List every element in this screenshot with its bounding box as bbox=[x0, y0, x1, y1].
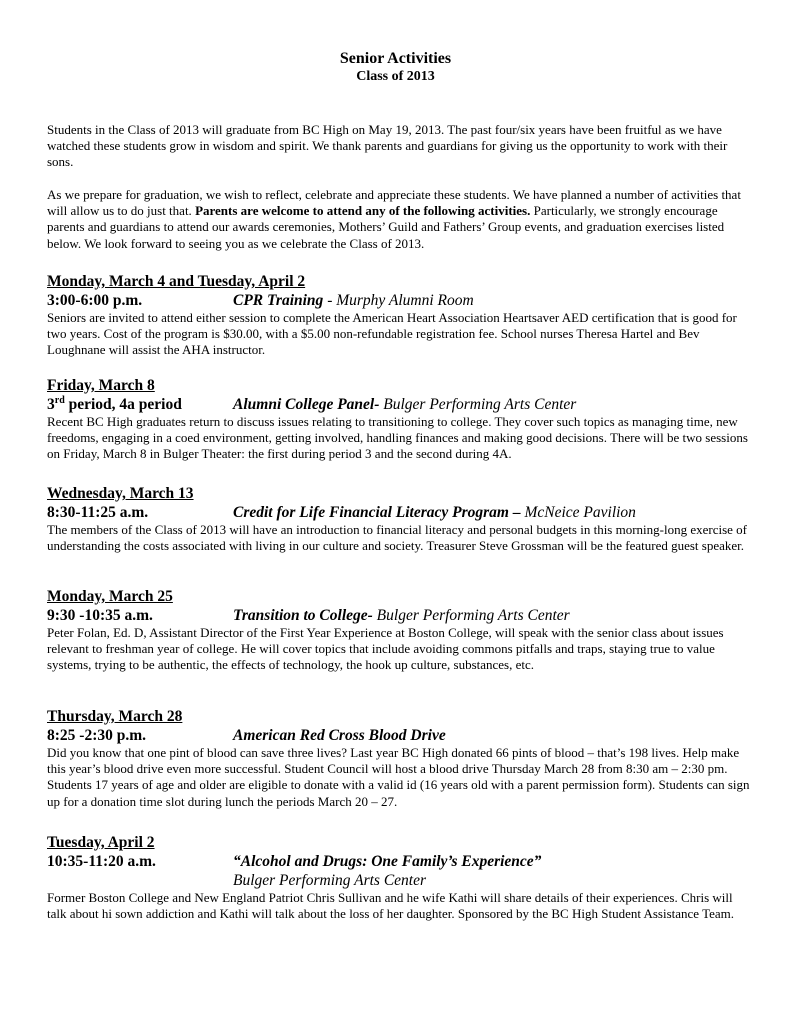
event-time: 10:35-11:20 a.m. bbox=[47, 853, 156, 870]
event-date: Friday, March 8 bbox=[47, 377, 155, 394]
event-description: Recent BC High graduates return to discuss issues relating to transitioning to college. They cover such topics as managing time, new freedoms, engaging in a coed environment, getting involved, handling finances and making good decisions. There will be two sessions on Friday, March 8 in Bulger Theater: the first during period 3 and the second during 4A. bbox=[47, 414, 748, 462]
intro-paragraph-2 bbox=[47, 187, 747, 252]
page-subtitle: Class of 2013 bbox=[356, 69, 435, 84]
intro-text: Particularly, we strongly encourage parents and guardians to attend our awards ceremonies, Mothers’ Guild and Fathers’ Group events, and graduation exercises listed below. We look forward to seeing you as we celebrate the Class of 2013. bbox=[47, 203, 725, 251]
event-location: McNeice Pavilion bbox=[520, 504, 636, 521]
event-section bbox=[47, 708, 752, 810]
page-title: Senior Activities bbox=[339, 50, 452, 67]
event-time: 8:30-11:25 a.m. bbox=[47, 504, 149, 521]
event-location: Bulger Performing Arts Center bbox=[372, 607, 570, 624]
event-time bbox=[47, 395, 182, 414]
event-time: 9:30 -10:35 a.m. bbox=[47, 607, 153, 624]
event-name: Alumni College Panel- bbox=[233, 396, 380, 413]
event-description: Peter Folan, Ed. D, Assistant Director of the First Year Experience at Boston College, will speak with the senior class about issues relevant to freshman year of college. He will cover topics that include avoiding commons pitfalls and traps, staying true to value systems, trying to be authentic, the effects of technology, the hook up culture, substances, etc. bbox=[47, 625, 724, 673]
event-title bbox=[233, 291, 474, 310]
event-time-period: 3 bbox=[47, 396, 55, 413]
event-name: American Red Cross Blood Drive bbox=[233, 727, 446, 744]
event-date: Tuesday, April 2 bbox=[47, 834, 155, 851]
event-location: - Murphy Alumni Room bbox=[323, 292, 474, 309]
event-section bbox=[47, 834, 752, 922]
event-name: Transition to College- bbox=[233, 607, 373, 624]
event-description: Seniors are invited to attend either session to complete the American Heart Association Heartsaver AED certification that is good for two years. Cost of the program is $30.00, with a $5.00 non-refundable registration fee. School nurses Theresa Hartel and Bev Loughnane will assist the AHA instructor. bbox=[47, 310, 737, 358]
event-section bbox=[47, 485, 752, 554]
event-time-ordinal: rd bbox=[54, 394, 65, 406]
event-date: Thursday, March 28 bbox=[47, 708, 183, 725]
event-description: The members of the Class of 2013 will have an introduction to financial literacy and personal budgets in this morning-long exercise of understanding the costs associated with living in our culture and society. Treasurer Steve Grossman will be the featured guest speaker. bbox=[47, 522, 748, 554]
intro-paragraph-1: Students in the Class of 2013 will graduate from BC High on May 19, 2013. The past four/six years have been fruitful as we have watched these students grow in wisdom and spirit. We thank parents and guardians for giving us the opportunity to work with their sons. bbox=[47, 122, 728, 170]
event-header bbox=[47, 395, 752, 414]
event-header bbox=[47, 291, 752, 310]
event-title bbox=[233, 726, 446, 745]
event-name: Credit for Life Financial Literacy Program – bbox=[233, 504, 521, 521]
event-header bbox=[47, 503, 752, 522]
event-name: CPR Training bbox=[233, 292, 324, 309]
intro-text: As we prepare for graduation, we wish to reflect, celebrate and appreciate these students. We have planned a number of activities that will allow us to do just that. bbox=[47, 187, 741, 219]
event-date: Monday, March 25 bbox=[47, 588, 173, 605]
event-title bbox=[233, 606, 570, 625]
event-date: Monday, March 4 and Tuesday, April 2 bbox=[47, 273, 306, 290]
intro-bold-note: Parents are welcome to attend any of the following activities. bbox=[195, 203, 531, 219]
event-header bbox=[47, 606, 752, 625]
event-section bbox=[47, 588, 752, 674]
event-title bbox=[233, 852, 541, 871]
event-header bbox=[47, 726, 752, 745]
event-header bbox=[47, 852, 752, 871]
event-name: “Alcohol and Drugs: One Family’s Experience” bbox=[233, 853, 542, 870]
event-title bbox=[233, 395, 576, 414]
event-time: 3:00-6:00 p.m. bbox=[47, 292, 143, 309]
event-title bbox=[233, 503, 636, 522]
event-date: Wednesday, March 13 bbox=[47, 485, 194, 502]
event-location: Bulger Performing Arts Center bbox=[233, 872, 427, 889]
event-location: Bulger Performing Arts Center bbox=[379, 396, 577, 413]
event-time-rest: period, 4a period bbox=[64, 396, 182, 413]
event-description: Did you know that one pint of blood can save three lives? Last year BC High donated 66 pints of blood – that’s 198 lives. Help make this year’s blood drive even more successful. Student Council will host a blood drive Thursday March 28 from 8:30 am – 2:30 pm. Students 17 years of age and older are eligible to donate with a valid id (16 years old with a parent permission form). Students can sign up for a donation time slot during lunch the periods March 20 – 27. bbox=[47, 745, 750, 809]
event-section bbox=[47, 377, 752, 463]
event-time: 8:25 -2:30 p.m. bbox=[47, 727, 147, 744]
event-section bbox=[47, 273, 752, 359]
event-description: Former Boston College and New England Patriot Chris Sullivan and he wife Kathi will share details of their experiences. Chris will talk about hi sown addiction and Kathi will talk about the loss of her daughter. Sponsored by the BC High Student Assistance Team. bbox=[47, 890, 735, 922]
